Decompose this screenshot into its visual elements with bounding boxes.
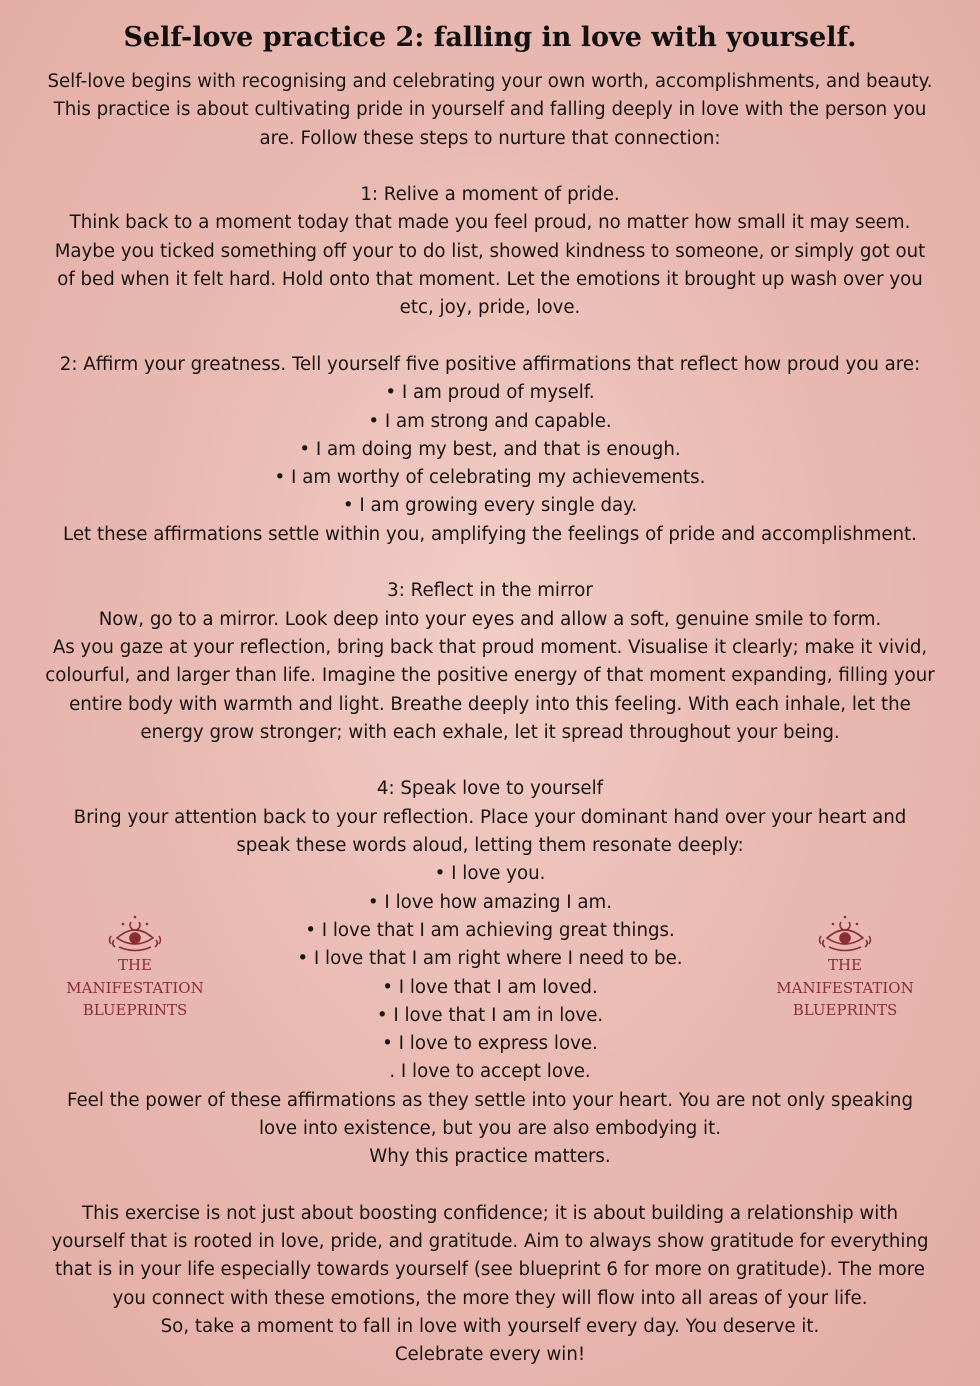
logo-right-line3: BLUEPRINTS bbox=[792, 1001, 898, 1019]
text-line: you connect with these emotions, the more they will flow into all areas of your life. bbox=[112, 1287, 868, 1309]
text-line: 4: Speak love to yourself bbox=[376, 778, 604, 800]
text-line: Bring your attention back to your reflection. Place your dominant hand over your heart and bbox=[73, 806, 907, 828]
text-line: • I am strong and capable. bbox=[368, 410, 612, 432]
text-line: 3: Reflect in the mirror bbox=[387, 580, 593, 602]
text-line: Now, go to a mirror. Look deep into your eyes and allow a soft, genuine smile to form. bbox=[98, 608, 882, 630]
eye-emblem-icon bbox=[105, 914, 165, 952]
text-line: Maybe you ticked something off your to do list, showed kindness to someone, or simply got out bbox=[54, 240, 926, 262]
logo-left bbox=[35, 914, 235, 1022]
text-line: So, take a moment to fall in love with yourself every day. You deserve it. bbox=[160, 1316, 820, 1338]
text-line: 1: Relive a moment of pride. bbox=[360, 184, 620, 206]
text-line: • I am proud of myself. bbox=[385, 382, 595, 404]
text-line: are. Follow these steps to nurture that connection: bbox=[259, 127, 721, 149]
text-line: • I love how amazing I am. bbox=[367, 891, 613, 913]
logo-left-line1: THE bbox=[117, 956, 153, 974]
text-line: • I am doing my best, and that is enough. bbox=[299, 438, 681, 460]
logo-right-line2: MANIFESTATION bbox=[776, 978, 914, 997]
text-line: This practice is about cultivating pride in yourself and falling deeply in love with the person you bbox=[53, 99, 927, 121]
text-line: 2: Affirm your greatness. Tell yourself five positive affirmations that reflect how proud you are: bbox=[59, 353, 921, 375]
text-line: etc, joy, pride, love. bbox=[399, 297, 581, 319]
blank-line bbox=[0, 747, 980, 775]
text-line: Self-love begins with recognising and celebrating your own worth, accomplishments, and beauty. bbox=[47, 71, 933, 92]
logo-left-line3: BLUEPRINTS bbox=[82, 1001, 188, 1019]
text-line: Think back to a moment today that made you feel proud, no matter how small it may seem. bbox=[69, 212, 911, 234]
text-line: As you gaze at your reflection, bring back that proud moment. Visualise it clearly; make it vivid, bbox=[52, 636, 928, 658]
text-line: • I love that I am in love. bbox=[376, 1004, 604, 1026]
logo-right-line1: THE bbox=[827, 956, 863, 974]
logo-left-line2: MANIFESTATION bbox=[66, 978, 204, 997]
text-line: Why this practice matters. bbox=[369, 1146, 611, 1168]
text-line: speak these words aloud, letting them resonate deeply: bbox=[236, 835, 744, 857]
text-line: • I love to express love. bbox=[382, 1033, 598, 1055]
text-line: • I am worthy of celebrating my achievements. bbox=[274, 467, 706, 489]
text-line: yourself that is rooted in love, pride, and gratitude. Aim to always show gratitude for everything bbox=[51, 1231, 929, 1253]
blank-line bbox=[0, 323, 980, 351]
text-line: • I love that I am right where I need to be. bbox=[297, 948, 683, 970]
blank-line bbox=[0, 153, 980, 181]
text-line: • I love that I am achieving great things. bbox=[305, 919, 675, 941]
page-title: Self-love practice 2: falling in love with yourself. bbox=[123, 22, 857, 53]
text-line: Celebrate every win! bbox=[394, 1344, 586, 1366]
text-line: love into existence, but you are also embodying it. bbox=[258, 1117, 721, 1139]
text-line: • I love that I am loved. bbox=[382, 976, 598, 998]
text-line: colourful, and larger than life. Imagine the positive energy of that moment expanding, filling your bbox=[45, 665, 935, 687]
eye-emblem-icon bbox=[815, 914, 875, 952]
text-line: Feel the power of these affirmations as they settle into your heart. You are not only speaking bbox=[67, 1089, 913, 1111]
body-text bbox=[0, 68, 980, 1370]
blank-line bbox=[0, 549, 980, 577]
text-line: that is in your life especially towards yourself (see blueprint 6 for more on gratitude). The more bbox=[55, 1259, 925, 1281]
text-line: of bed when it felt hard. Hold onto that moment. Let the emotions it brought up wash over you bbox=[57, 269, 923, 291]
text-line: Let these affirmations settle within you, amplifying the feelings of pride and accomplishment. bbox=[63, 523, 917, 545]
text-line: energy grow stronger; with each exhale, let it spread throughout your being. bbox=[140, 721, 840, 743]
blank-line bbox=[0, 1172, 980, 1200]
text-line: • I love you. bbox=[434, 863, 546, 885]
text-line: entire body with warmth and light. Breathe deeply into this feeling. With each inhale, let the bbox=[69, 693, 911, 715]
text-line: • I am growing every single day. bbox=[342, 495, 638, 517]
logo-right bbox=[745, 914, 945, 1022]
text-line: This exercise is not just about boosting confidence; it is about building a relationship with bbox=[81, 1202, 899, 1224]
text-line: . I love to accept love. bbox=[389, 1061, 591, 1083]
